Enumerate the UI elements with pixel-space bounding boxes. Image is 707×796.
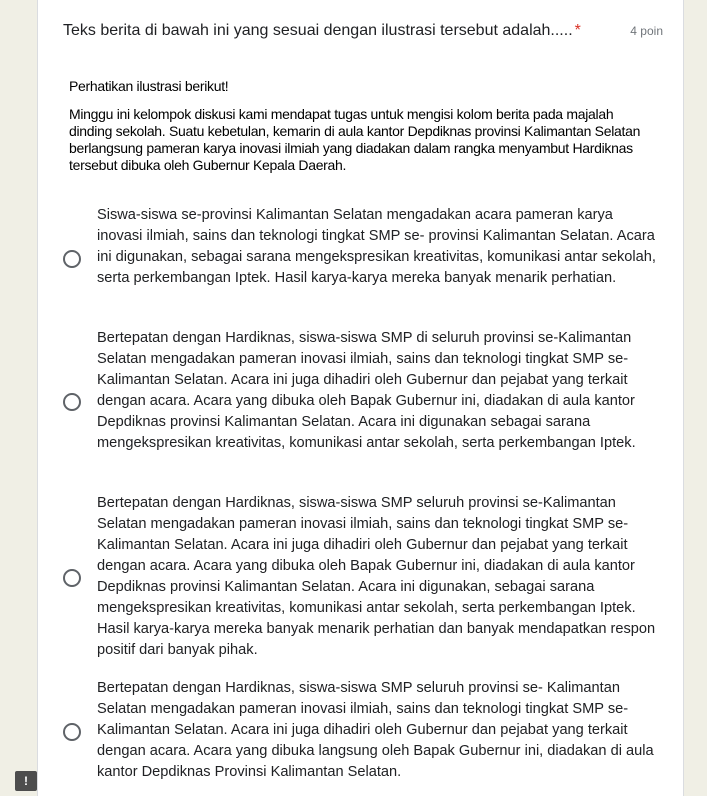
- question-title: Teks berita di bawah ini yang sesuai dengan ilustrasi tersebut adalah..... *: [63, 22, 581, 39]
- option-label: Bertepatan dengan Hardiknas, siswa-siswa SMP seluruh provinsi se- Kalimantan Selatan mengadakan pameran inovasi ilmiah, sains dan teknologi tingkat SMP se- Kalimantan Selatan. Acara ini juga dihadiri oleh Gubernur dan pejabat yang terkait dengan acara. Acara yang dibuka langsung oleh Bapak Gubernur ini, diadakan di aula kantor Depdiknas Provinsi Kalimantan Selatan.: [97, 680, 654, 780]
- points-label: 4 poin: [630, 24, 663, 38]
- exclamation-icon[interactable]: !: [15, 771, 37, 791]
- illustration-image: [69, 78, 659, 174]
- radio-button[interactable]: [63, 569, 81, 587]
- illustration-body: Minggu ini kelompok diskusi kami mendapat tugas untuk mengisi kolom berita pada majalah dinding sekolah. Suatu kebetulan, kemarin di aula kantor Depdiknas provinsi Kalimantan Selatan berlangsung pameran karya inovasi ilmiah yang diadakan dalam rangka menyambut Hardiknas tersebut dibuka oleh Gubernur Kepala Daerah.: [69, 106, 641, 173]
- option-label: Siswa-siswa se-provinsi Kalimantan Selatan mengadakan acara pameran karya inovasi ilmiah, sains dan teknologi tingkat SMP se- provinsi Kalimantan Selatan. Acara ini digunakan, sebagai sarana mengekspresikan kreativitas, komunikasi antar sekolah, serta perkembangan Iptek. Hasil karya-karya mereka banyak menarik perhatian.: [97, 207, 656, 286]
- option-label: Bertepatan dengan Hardiknas, siswa-siswa SMP di seluruh provinsi se-Kalimantan Selatan mengadakan pameran inovasi ilmiah, sains dan teknologi tingkat SMP se- Kalimantan Selatan. Acara ini juga dihadiri oleh Gubernur dan pejabat yang terkait dengan acara. Acara yang dibuka oleh Bapak Gubernur ini, diadakan di aula kantor Depdiknas provinsi Kalimantan Selatan. Acara ini digunakan sebagai sarana mengekspresikan kreativitas, komunikasi antar sekolah, serta perkembangan Iptek.: [97, 330, 636, 451]
- question-card: [37, 0, 684, 796]
- illustration-heading: Perhatikan ilustrasi berikut!: [69, 78, 229, 94]
- question-header: [63, 20, 663, 42]
- required-asterisk: *: [574, 22, 581, 39]
- radio-button[interactable]: [63, 393, 81, 411]
- radio-button[interactable]: [63, 723, 81, 741]
- radio-button[interactable]: [63, 250, 81, 268]
- option-label: Bertepatan dengan Hardiknas, siswa-siswa SMP seluruh provinsi se-Kalimantan Selatan mengadakan pameran inovasi ilmiah, sains dan teknologi tingkat SMP se- Kalimantan Selatan. Acara ini juga dihadiri oleh Gubernur dan pejabat yang terkait dengan acara. Acara yang dibuka oleh Bapak Gubernur ini, diadakan di aula kantor Depdiknas provinsi Kalimantan Selatan. Acara ini digunakan, sebagai sarana mengekspresikan kreativitas, komunikasi antar sekolah, serta perkembangan Iptek. Hasil karya-karya mereka banyak menarik perhatian dan banyak mendapatkan respon positif dari banyak pihak.: [97, 495, 656, 658]
